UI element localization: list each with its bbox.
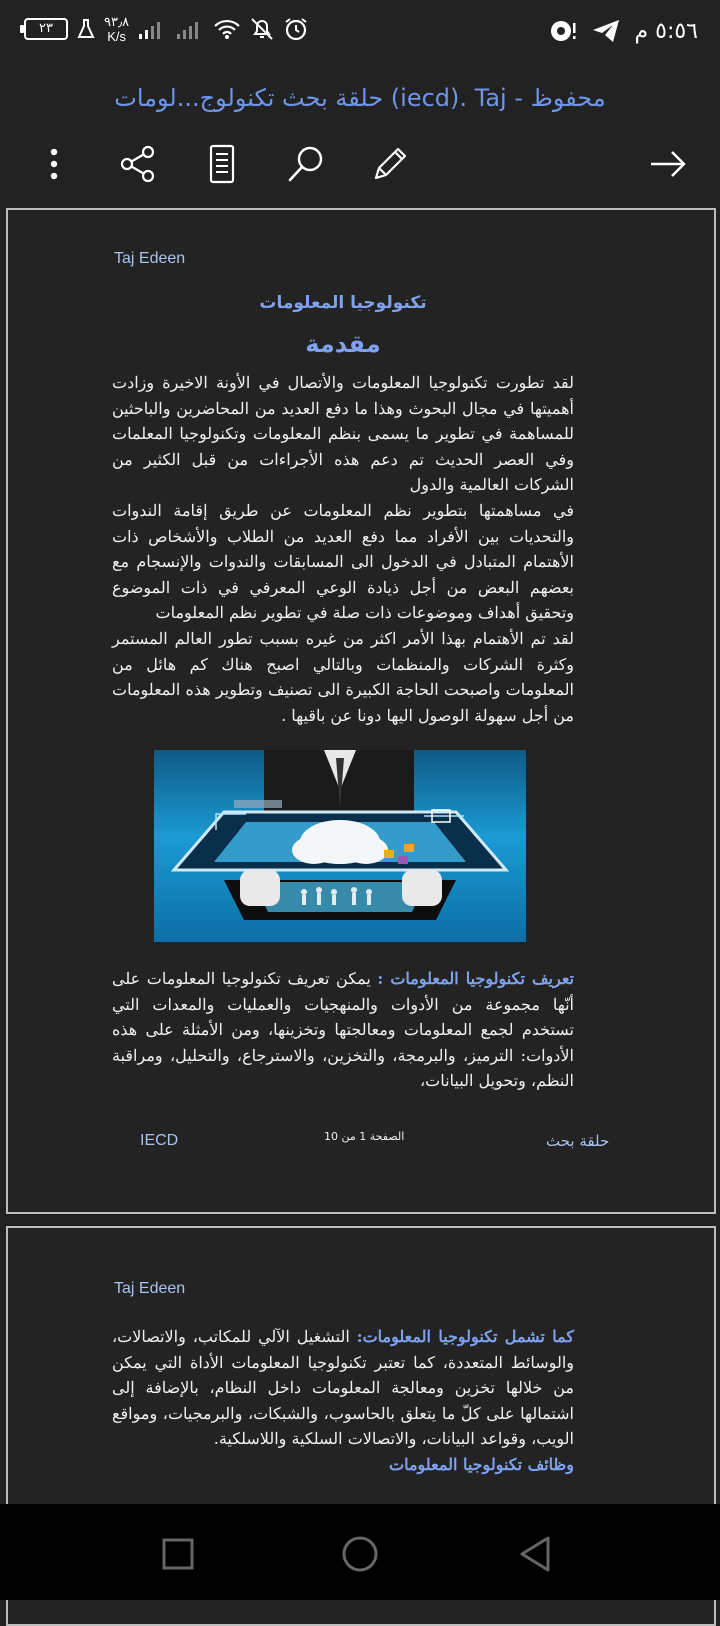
business-tablet-cloud-illustration — [154, 750, 526, 942]
app-notification-icon — [549, 18, 577, 44]
back-button[interactable] — [514, 1532, 558, 1576]
paragraph-2: في مساهمتها بتطوير نظم المعلومات عن طريق إقامة الندوات والتحديات بين الأفراد مما دفع العديد من الطلاب والأشخاص ذات الأهتمام المتبادل في الدخول الى المسابقات والندوات والإنسجام مع بعضهم البعض من أجل ذيادة الوعي المعرفي في ذات الموضوع وتحقيق أهداف وموضوعات ذات صلة في تطوير نظم المعلومات — [112, 500, 574, 623]
circle-icon — [338, 1532, 382, 1576]
navigation-bar — [0, 1504, 720, 1600]
document-title: حلقة بحث تكنولوج...لومات (iecd). Taj - محفوظ — [114, 84, 606, 112]
search-icon — [286, 144, 326, 184]
forward-button[interactable] — [644, 140, 692, 188]
document-page-1[interactable] — [6, 208, 716, 1214]
arrow-right-icon — [648, 144, 688, 184]
more-vertical-icon — [49, 146, 59, 182]
intro-text: لقد تطورت تكنولوجيا المعلومات والأتصال في الأونة الاخيرة وزادت أهميتها في مجال البحوث وهذا ما دفع العديد من المحاضرين والباحثين للمساهمة في تطوير ما يسمى بنظم المعلومات وتكنولوجيا المعلمات وفي العصر الحديث تم دعم هذه الأجراءات من قبل الكثير من الشركات العالمية والدول — [112, 373, 574, 495]
header-author: Taj Edeen — [114, 250, 186, 267]
intro-heading: مقدمة — [305, 330, 381, 358]
header-author: Taj Edeen — [114, 1280, 186, 1297]
signal-icon-2 — [175, 18, 205, 40]
flask-icon — [76, 18, 96, 40]
network-speed-value: ٩٣٫٨ — [104, 14, 130, 29]
definition-label: تعريف تكنولوجيا المعلومات : — [377, 969, 574, 988]
search-button[interactable] — [282, 140, 330, 188]
includes-text: التشغيل الآلي للمكاتب، والاتصالات، والوسائط المتعددة، كما تعتبر تكنولوجيا المعلومات الأداة التي يمكن من خلالها تخزين ومعالجة المعلومات داخل النظام، بالإضافة إلى اشتمالها على كلّ ما يتعلق بالحاسوب، والشبكات، والبرمجيات، ومواقع الويب، وقواعد البيانات، والاتصالات السلكية واللاسلكية. — [112, 1327, 574, 1449]
pencil-icon — [370, 144, 410, 184]
triangle-back-icon — [514, 1532, 558, 1576]
signal-icon — [137, 18, 167, 40]
footer-left: IECD — [140, 1132, 179, 1149]
status-right — [549, 18, 699, 44]
intro-paragraph — [112, 370, 574, 728]
battery-level: ٢٣ — [39, 21, 53, 36]
footer-page-number: الصفحة 1 من 10 — [324, 1130, 405, 1143]
telegram-icon — [591, 18, 621, 44]
functions-heading: وظائف تكنولوجيا المعلومات — [389, 1454, 574, 1474]
network-speed — [104, 14, 129, 44]
includes-paragraph — [112, 1324, 574, 1478]
footer-right: حلقة بحث — [546, 1132, 610, 1150]
recents-button[interactable] — [156, 1532, 200, 1576]
battery-icon — [24, 18, 68, 40]
alarm-icon — [283, 16, 309, 42]
section-heading: تكنولوجيا المعلومات — [259, 293, 427, 313]
edit-button[interactable] — [366, 140, 414, 188]
includes-label: كما تشمل تكنولوجيا المعلومات: — [356, 1327, 574, 1346]
status-bar — [0, 0, 720, 72]
share-button[interactable] — [114, 140, 162, 188]
mobile-view-icon — [207, 144, 237, 184]
square-icon — [156, 1532, 200, 1576]
paragraph-3: لقد تم الأهتمام بهذا الأمر اكثر من غيره بسبب تطور العالم المستمر وكثرة الشركات والمنظمات وبالتالي اصبح هناك كم هائل من المعلومات واصبحت الحاجة الكبيرة الى تصنيف وتطوير هذه المعلومات من أجل سهولة الوصول اليها دونا عن باقيها . — [112, 628, 574, 725]
definition-paragraph — [112, 966, 574, 1094]
clock: ٥:٥٦ م — [634, 18, 698, 44]
definition-text: يمكن تعريف تكنولوجيا المعلومات على أنّها مجموعة من الأدوات والمنهجيات والعمليات والمعدات التي تستخدم لجمع المعلومات ومعالجتها وتخزينها، ومن الأمثلة على هذه الأدوات: الترميز، والبرمجة، والتخزين، والاسترجاع، والتحليل، ومراقبة النظم، وتحويل البيانات، — [112, 969, 574, 1091]
toolbar — [0, 138, 720, 190]
more-options-button[interactable] — [30, 140, 78, 188]
mute-bell-icon — [249, 17, 275, 41]
network-speed-unit: K/s — [107, 29, 126, 44]
share-icon — [118, 144, 158, 184]
reading-view-button[interactable] — [198, 140, 246, 188]
wifi-icon — [213, 18, 241, 40]
home-button[interactable] — [338, 1532, 382, 1576]
status-left — [24, 14, 309, 44]
tech-illustration-image — [154, 750, 526, 942]
